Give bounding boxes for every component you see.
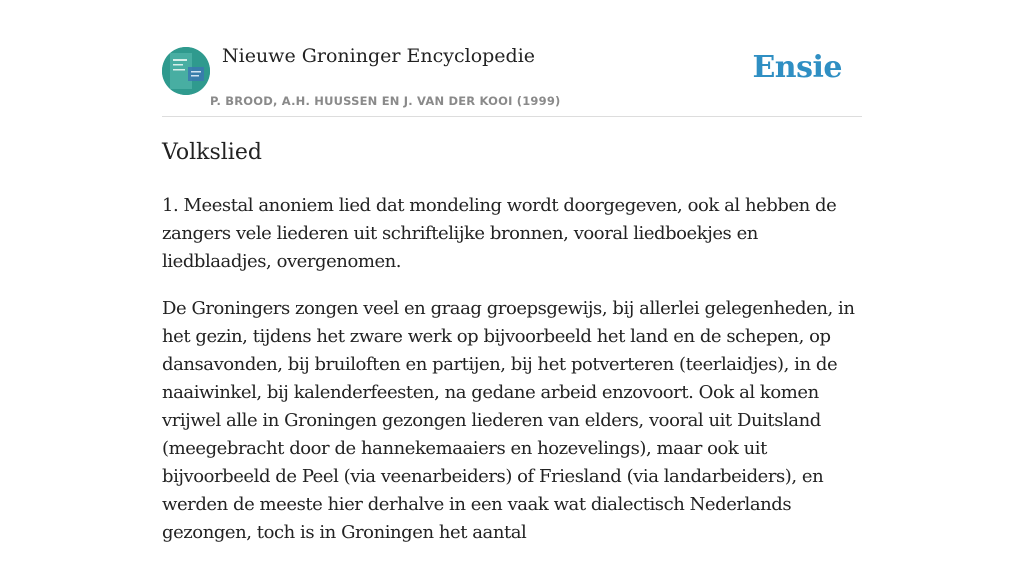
entry-body bbox=[162, 192, 862, 566]
page bbox=[162, 0, 862, 543]
book-cover-icon bbox=[162, 47, 210, 95]
source-title[interactable]: Nieuwe Groninger Encyclopedie bbox=[222, 45, 536, 67]
ensie-logo-link[interactable]: Ensie bbox=[752, 50, 842, 85]
source-authors: P. BROOD, A.H. HUUSSEN EN J. VAN DER KOOI (1999) bbox=[210, 94, 561, 108]
entry-paragraph: 1. Meestal anoniem lied dat mondeling wordt doorgegeven, ook al hebben de zangers vele liederen uit schriftelijke bronnen, vooral liedboekjes en liedblaadjes, overgenomen. bbox=[162, 195, 837, 272]
source-header bbox=[162, 0, 862, 117]
encyclopedia-cover-avatar[interactable] bbox=[162, 47, 210, 95]
entry-paragraph: De Groningers zongen veel en graag groepsgewijs, bij allerlei gelegenheden, in het gezin, tijdens het zware werk op bijvoorbeeld het land en de schepen, op dansavonden, bij bruiloften en partijen, bij het potverteren (teerlaidjes), in de naaiwinkel, bij kalenderfeesten, na gedane arbeid enzovoort. Ook al komen vrijwel alle in Groningen gezongen liederen van elders, vooral uit Duitsland (meegebracht door de hannekemaaiers en hozevelings), maar ook uit bijvoorbeeld de Peel (via veenarbeiders) of Friesland (via landarbeiders), en werden de meeste hier derhalve in een vaak wat dialectisch Nederlands gezongen, toch is in Groningen het aantal bbox=[162, 298, 855, 543]
entry-title: Volkslied bbox=[162, 140, 262, 165]
